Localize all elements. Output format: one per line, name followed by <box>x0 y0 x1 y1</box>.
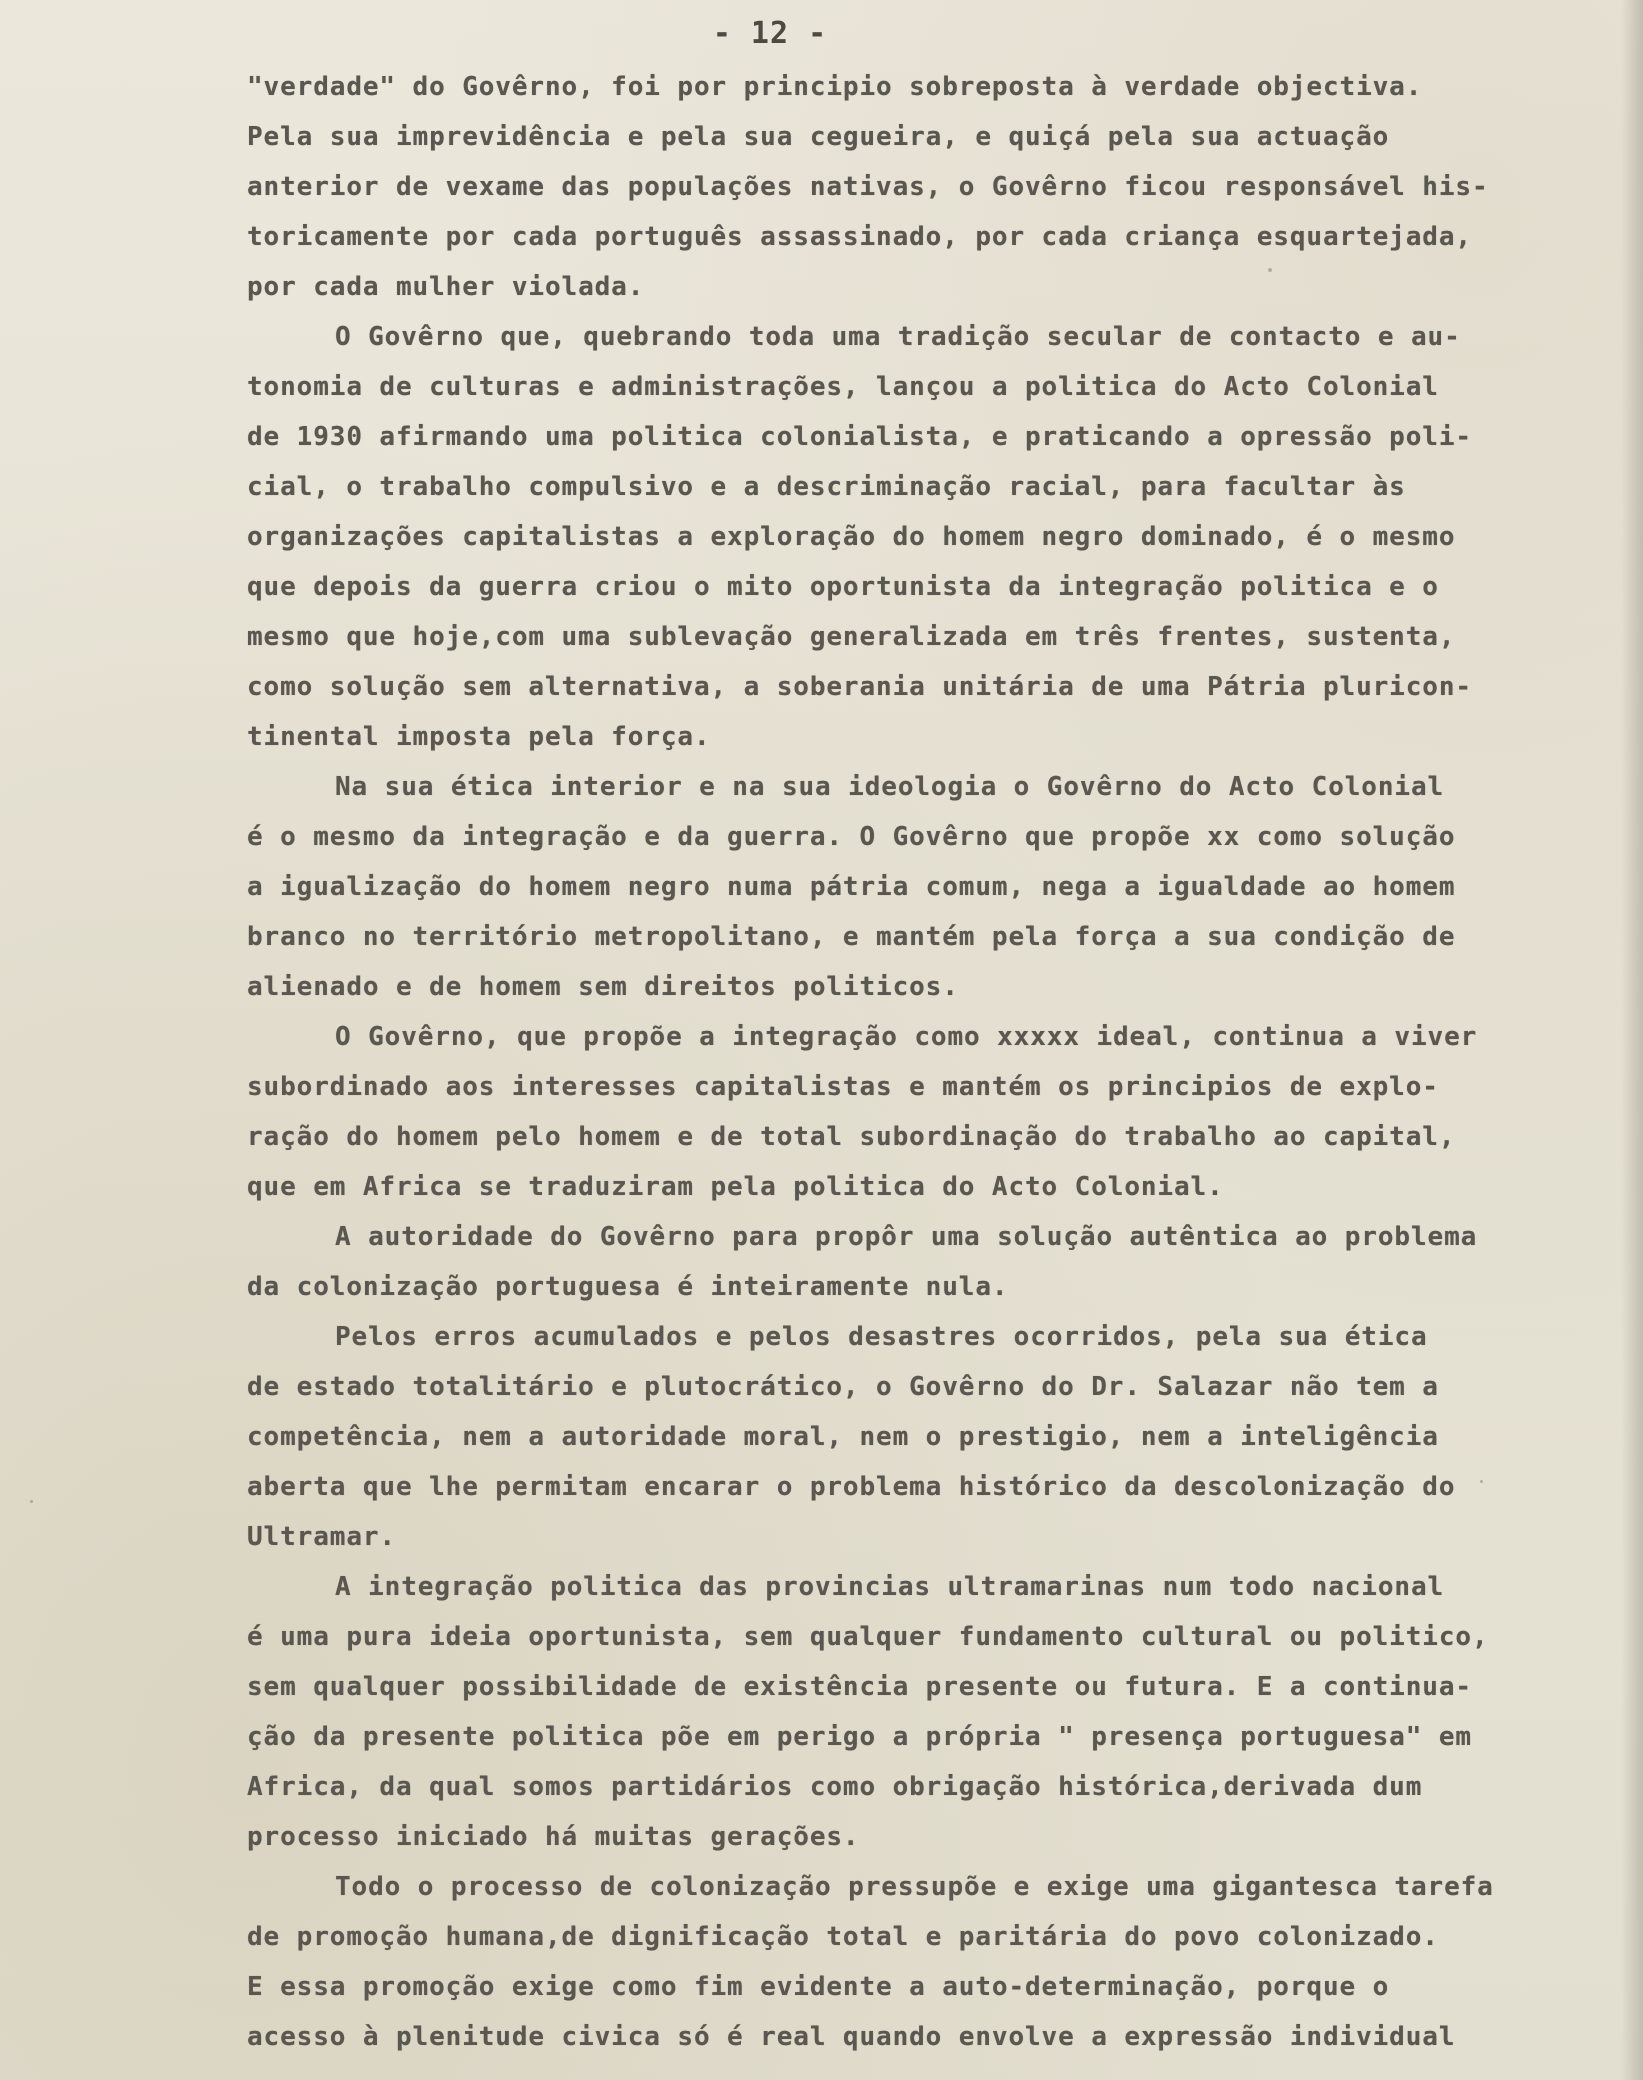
page-number: - 12 - <box>712 16 828 51</box>
text-line: aberta que lhe permitam encarar o problema histórico da descolonização do <box>247 1472 1456 1502</box>
text-line: como solução sem alternativa, a soberania unitária de uma Pátria pluricon- <box>247 672 1472 702</box>
text-line: da colonização portuguesa é inteiramente nula. <box>247 1272 1009 1302</box>
text-line: alienado e de homem sem direitos politicos. <box>247 972 959 1002</box>
text-line: O Govêrno que, quebrando toda uma tradição secular de contacto e au- <box>335 322 1461 352</box>
text-line: cial, o trabalho compulsivo e a descriminação racial, para facultar às <box>247 472 1406 502</box>
text-line: a igualização do homem negro numa pátria comum, nega a igualdade ao homem <box>247 872 1456 902</box>
text-line: de promoção humana,de dignificação total e paritária do povo colonizado. <box>247 1922 1439 1952</box>
text-line: tonomia de culturas e administrações, lançou a politica do Acto Colonial <box>247 372 1439 402</box>
text-line: A autoridade do Govêrno para propôr uma solução autêntica ao problema <box>335 1222 1478 1252</box>
text-line: ção da presente politica põe em perigo a própria " presença portuguesa" em <box>247 1722 1472 1752</box>
text-line: é o mesmo da integração e da guerra. O Govêrno que propõe xx como solução <box>247 822 1456 852</box>
paper-speck <box>30 1500 33 1503</box>
text-line: O Govêrno, que propõe a integração como xxxxx ideal, continua a viver <box>335 1022 1478 1052</box>
text-line: Africa, da qual somos partidários como obrigação histórica,derivada dum <box>247 1772 1423 1802</box>
text-line: acesso à plenitude civica só é real quando envolve a expressão individual <box>247 2022 1456 2052</box>
paper-speck <box>1480 1480 1483 1483</box>
text-line: Pelos erros acumulados e pelos desastres ocorridos, pela sua ética <box>335 1322 1428 1352</box>
text-line: competência, nem a autoridade moral, nem o prestigio, nem a inteligência <box>247 1422 1439 1452</box>
text-line: E essa promoção exige como fim evidente a auto-determinação, porque o <box>247 1972 1390 2002</box>
text-line: tinental imposta pela força. <box>247 722 711 752</box>
paper-speck <box>1268 268 1272 272</box>
text-line: que depois da guerra criou o mito oportunista da integração politica e o <box>247 572 1439 602</box>
text-line: subordinado aos interesses capitalistas e mantém os principios de explo- <box>247 1072 1439 1102</box>
text-line: Pela sua imprevidência e pela sua cegueira, e quiçá pela sua actuação <box>247 122 1390 152</box>
text-line: organizações capitalistas a exploração do homem negro dominado, é o mesmo <box>247 522 1456 552</box>
text-line: ração do homem pelo homem e de total subordinação do trabalho ao capital, <box>247 1122 1456 1152</box>
text-line: é uma pura ideia oportunista, sem qualquer fundamento cultural ou politico, <box>247 1622 1489 1652</box>
text-line: Ultramar. <box>247 1522 396 1552</box>
text-line: toricamente por cada português assassinado, por cada criança esquartejada, <box>247 222 1472 252</box>
text-line: de 1930 afirmando uma politica colonialista, e praticando a opressão poli- <box>247 422 1472 452</box>
text-line: anterior de vexame das populações nativas, o Govêrno ficou responsável his- <box>247 172 1489 202</box>
text-line: "verdade" do Govêrno, foi por principio sobreposta à verdade objectiva. <box>247 72 1423 102</box>
text-line: processo iniciado há muitas gerações. <box>247 1822 860 1852</box>
text-line: branco no território metropolitano, e mantém pela força a sua condição de <box>247 922 1456 952</box>
page-edge-shadow <box>1621 0 1643 2080</box>
text-line: A integração politica das provincias ultramarinas num todo nacional <box>335 1572 1445 1602</box>
text-line: sem qualquer possibilidade de existência presente ou futura. E a continua- <box>247 1672 1472 1702</box>
body-text <box>247 62 1617 2062</box>
text-line: que em Africa se traduziram pela politica do Acto Colonial. <box>247 1172 1224 1202</box>
text-line: Na sua ética interior e na sua ideologia o Govêrno do Acto Colonial <box>335 772 1445 802</box>
text-line: mesmo que hoje,com uma sublevação generalizada em três frentes, sustenta, <box>247 622 1456 652</box>
text-line: Todo o processo de colonização pressupõe e exige uma gigantesca tarefa <box>335 1872 1494 1902</box>
text-line: de estado totalitário e plutocrático, o Govêrno do Dr. Salazar não tem a <box>247 1372 1439 1402</box>
text-line: por cada mulher violada. <box>247 272 645 302</box>
